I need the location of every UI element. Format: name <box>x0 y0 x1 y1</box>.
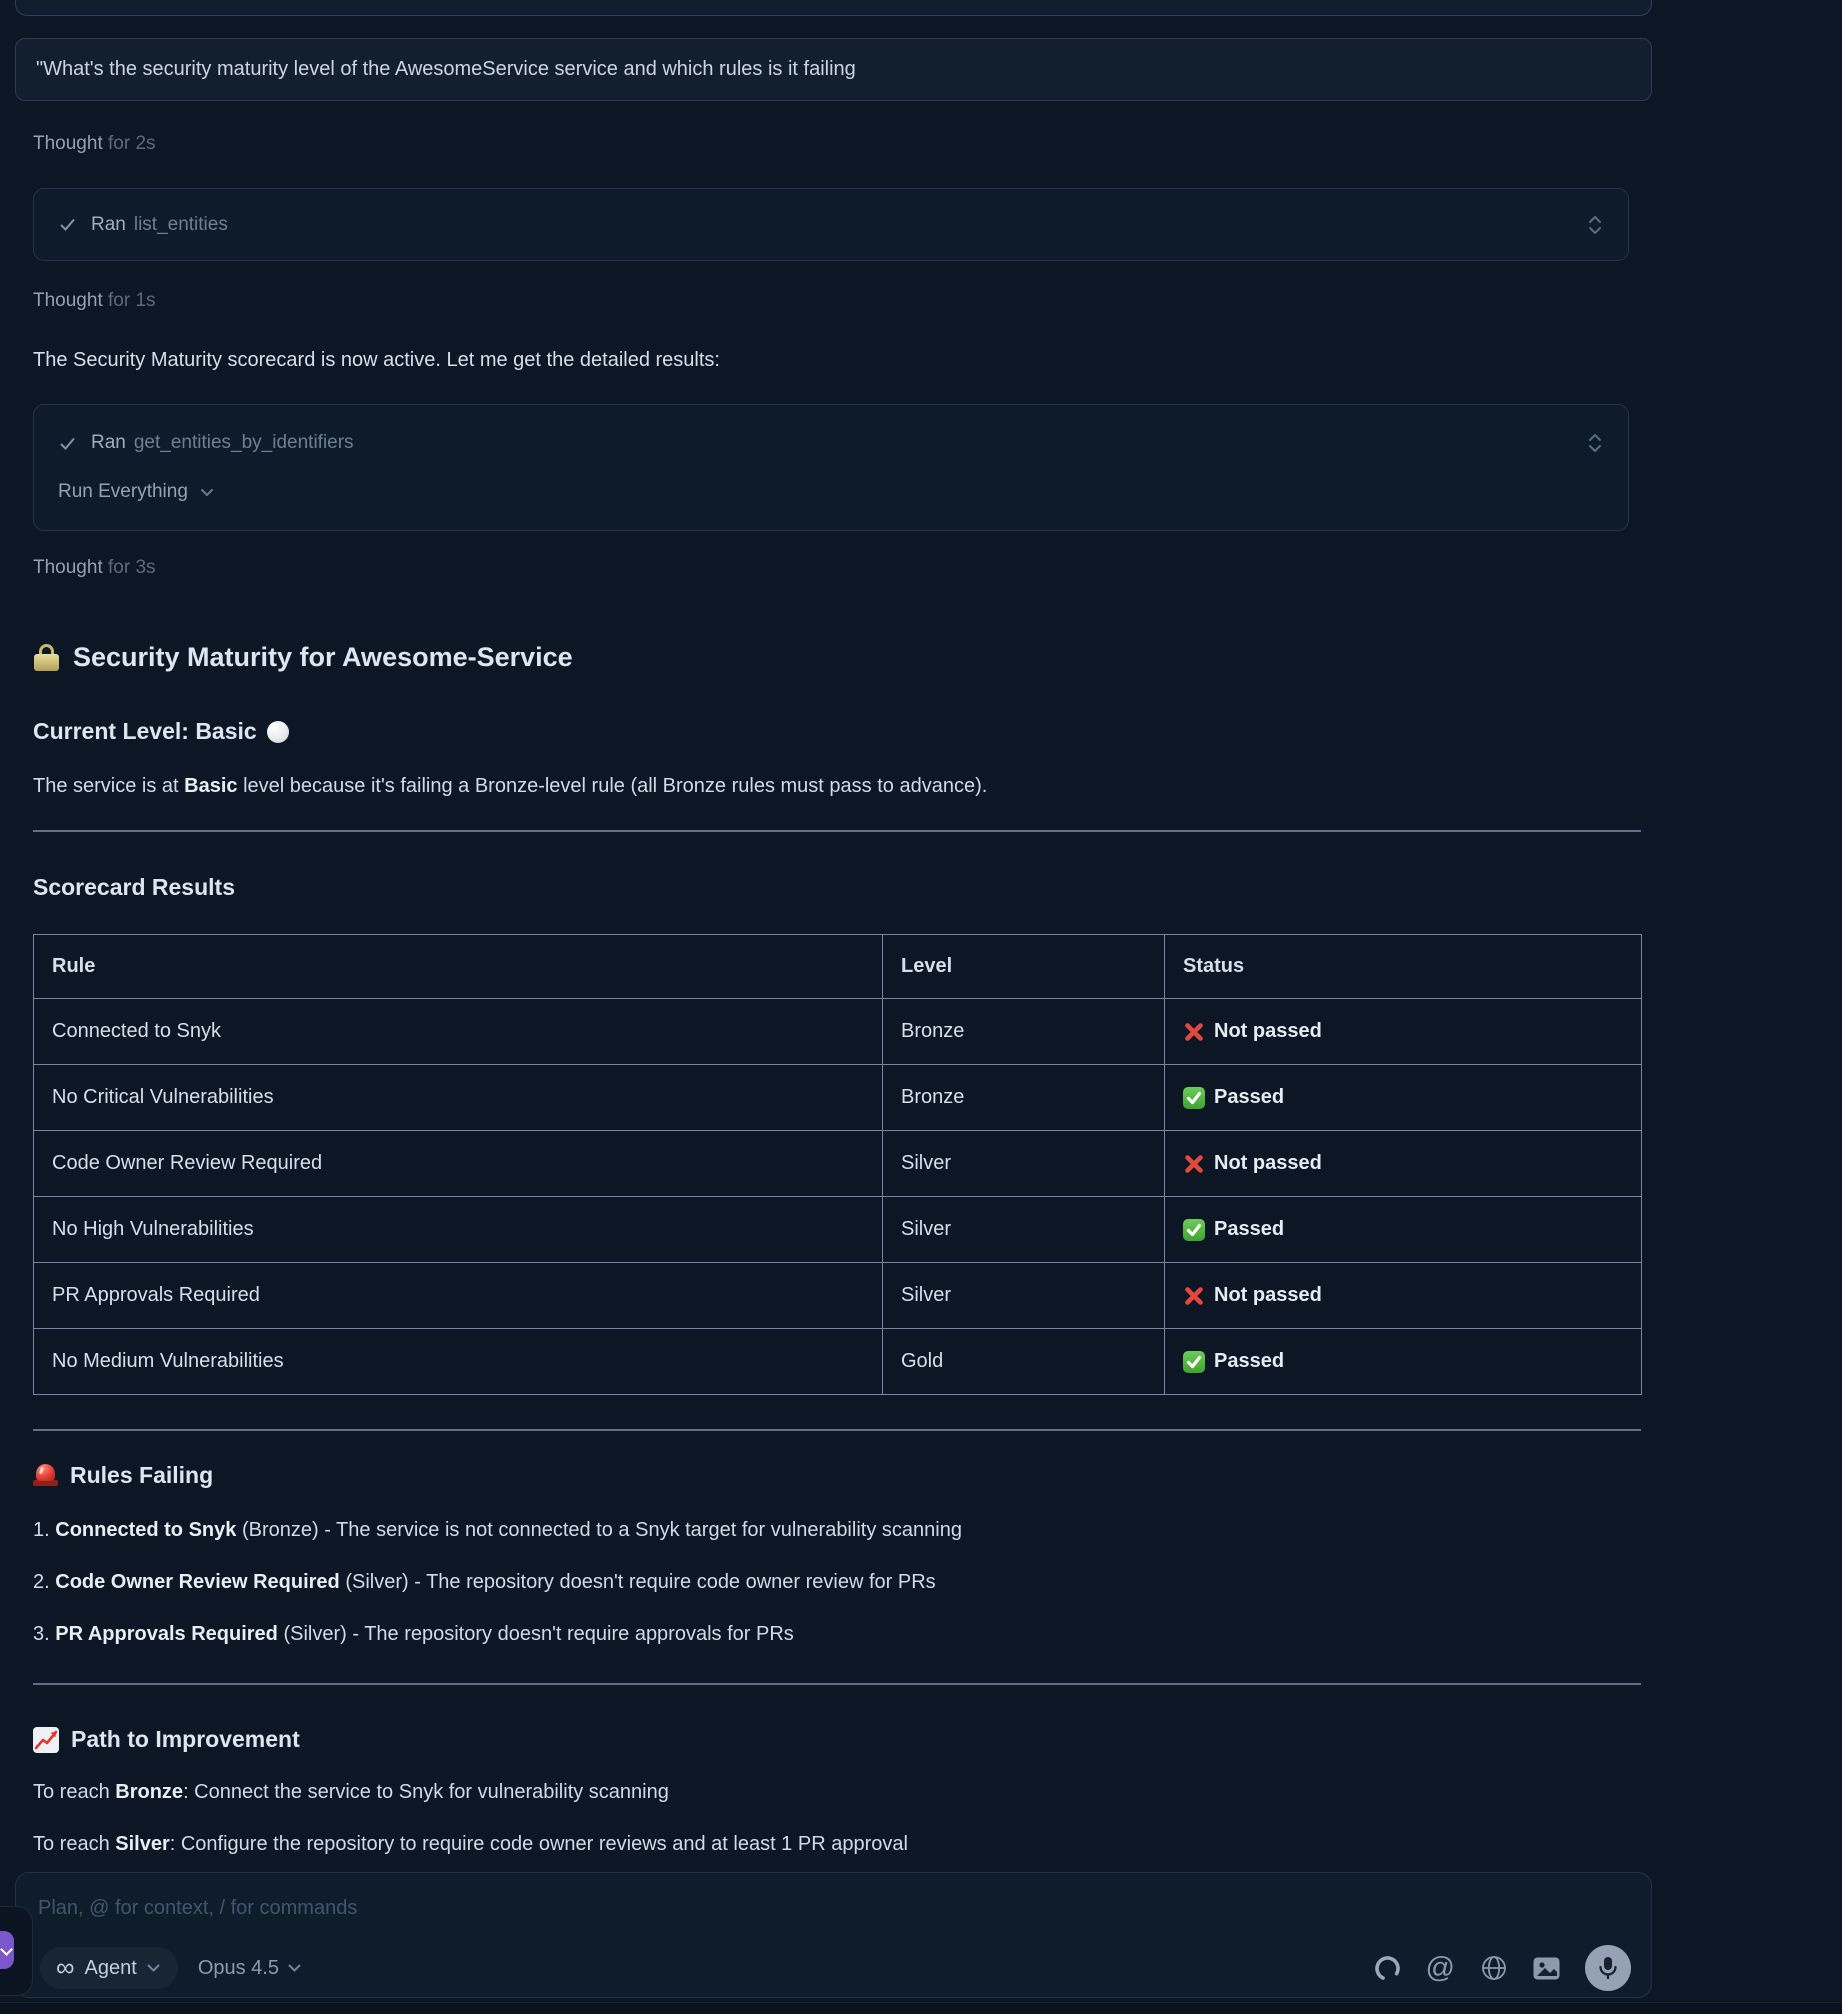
run-everything-dropdown[interactable] <box>58 474 1604 510</box>
chart-increasing-icon <box>33 1727 59 1753</box>
level-cell: Bronze <box>883 1065 1165 1131</box>
check-icon <box>0 1943 13 1956</box>
col-header-level: Level <box>883 935 1165 999</box>
rule-cell: No Medium Vulnerabilities <box>34 1329 883 1395</box>
spinner-icon <box>1374 1955 1401 1982</box>
check-icon <box>58 215 77 234</box>
thought-label: Thought <box>33 133 103 154</box>
thought-label: Thought <box>33 557 103 578</box>
thought-line-2[interactable] <box>33 290 156 312</box>
divider <box>33 830 1641 832</box>
path-item: To reach Bronze: Connect the service to Snyk for vulnerability scanning <box>33 1781 669 1803</box>
table-row <box>34 1263 1642 1329</box>
chevron-expand-icon[interactable] <box>1586 213 1604 237</box>
infinity-icon: ∞ <box>56 1951 75 1982</box>
chevron-down-icon <box>288 1964 301 1972</box>
thought-line-1[interactable] <box>33 133 156 155</box>
level-cell: Silver <box>883 1131 1165 1197</box>
green-check-icon <box>1183 1351 1205 1373</box>
previous-message-box <box>15 0 1652 16</box>
level-note: The service is at Basic level because it's failing a Bronze-level rule (all Bronze rules must pass to advance). <box>33 775 988 797</box>
rule-cell: No Critical Vulnerabilities <box>34 1065 883 1131</box>
cross-mark-icon <box>1183 1021 1205 1043</box>
level-cell: Silver <box>883 1263 1165 1329</box>
table-row <box>34 1329 1642 1395</box>
chevron-down-icon <box>147 1964 160 1972</box>
path-to-improvement-heading <box>33 1726 300 1753</box>
run-everything-label: Run Everything <box>58 481 188 502</box>
tool-ran-label: Ran <box>91 213 126 235</box>
scorecard-heading: Scorecard Results <box>33 874 235 900</box>
globe-icon[interactable] <box>1480 1954 1508 1982</box>
heading-text: Path to Improvement <box>71 1726 300 1752</box>
composer-placeholder: Plan, @ for context, / for commands <box>38 1897 358 1919</box>
tool-call-get-entities[interactable] <box>33 404 1629 531</box>
tool-function-name: list_entities <box>133 213 228 235</box>
tool-ran-label: Ran <box>91 432 126 453</box>
table-row <box>34 1131 1642 1197</box>
level-cell: Silver <box>883 1197 1165 1263</box>
status-cell <box>1165 1263 1642 1329</box>
rule-cell: Connected to Snyk <box>34 999 883 1065</box>
status-text: Not passed <box>1214 1284 1322 1306</box>
failing-rule-item: 2. Code Owner Review Required (Silver) - The repository doesn't require code owner review for PRs <box>33 1571 936 1593</box>
divider <box>33 1683 1641 1685</box>
table-row <box>34 1197 1642 1263</box>
current-level-text: Current Level: Basic <box>33 718 257 744</box>
rules-failing-heading <box>33 1462 213 1489</box>
microphone-icon[interactable] <box>1585 1945 1631 1991</box>
table-row <box>34 1065 1642 1131</box>
status-cell <box>1165 1065 1642 1131</box>
table-row <box>34 999 1642 1065</box>
failing-rule-item: 3. PR Approvals Required (Silver) - The repository doesn't require approvals for PRs <box>33 1623 794 1645</box>
white-circle-icon <box>267 721 289 743</box>
model-label: Opus 4.5 <box>197 1956 279 1979</box>
lock-icon <box>33 644 60 671</box>
assistant-text: The Security Maturity scorecard is now active. Let me get the detailed results: <box>33 349 720 371</box>
thought-duration: for 3s <box>108 557 156 578</box>
current-level-heading <box>33 718 289 745</box>
thought-label: Thought <box>33 290 103 311</box>
col-header-status: Status <box>1165 935 1642 999</box>
divider <box>33 1429 1641 1431</box>
scorecard-table <box>33 934 1642 1395</box>
siren-icon <box>33 1463 58 1488</box>
table-header-row <box>34 935 1642 999</box>
col-header-rule: Rule <box>34 935 883 999</box>
heading-text: Rules Failing <box>70 1462 214 1488</box>
status-cell <box>1165 1197 1642 1263</box>
agent-mode-label: Agent <box>84 1956 137 1979</box>
failing-rule-item: 1. Connected to Snyk (Bronze) - The service is not connected to a Snyk target for vulnerability scanning <box>33 1519 962 1541</box>
user-message <box>15 38 1652 101</box>
thought-duration: for 1s <box>108 290 156 311</box>
tool-function-name: get_entities_by_identifiers <box>133 432 354 453</box>
path-item: To reach Silver: Configure the repository to require code owner reviews and at least 1 PR approval <box>33 1833 908 1855</box>
rule-cell: PR Approvals Required <box>34 1263 883 1329</box>
rule-cell: Code Owner Review Required <box>34 1131 883 1197</box>
status-text: Passed <box>1214 1350 1285 1372</box>
mention-icon[interactable]: @ <box>1425 1951 1455 1984</box>
window-bottom-strip <box>0 2002 1842 2014</box>
status-text: Passed <box>1214 1218 1285 1240</box>
level-cell: Bronze <box>883 999 1165 1065</box>
user-message-text: "What's the security maturity level of the AwesomeService service and which rules is it failing <box>36 58 856 80</box>
cross-mark-icon <box>1183 1285 1205 1307</box>
chevron-expand-icon[interactable] <box>1586 431 1604 455</box>
security-maturity-heading <box>33 642 573 673</box>
rule-cell: No High Vulnerabilities <box>34 1197 883 1263</box>
thought-line-3[interactable] <box>33 557 156 579</box>
status-cell <box>1165 1131 1642 1197</box>
thought-duration: for 2s <box>108 133 156 154</box>
status-text: Not passed <box>1214 1020 1322 1042</box>
status-cell <box>1165 1329 1642 1395</box>
check-icon <box>58 434 77 453</box>
notification-badge[interactable] <box>0 1931 14 1969</box>
tool-call-list-entities[interactable] <box>33 188 1629 261</box>
image-icon[interactable] <box>1533 1957 1560 1980</box>
chevron-down-icon <box>200 488 214 497</box>
status-text: Passed <box>1214 1086 1285 1108</box>
green-check-icon <box>1183 1219 1205 1241</box>
status-text: Not passed <box>1214 1152 1322 1174</box>
agent-mode-dropdown[interactable] <box>40 1947 178 1989</box>
level-cell: Gold <box>883 1329 1165 1395</box>
heading-text: Security Maturity for Awesome-Service <box>73 642 573 672</box>
green-check-icon <box>1183 1087 1205 1109</box>
cross-mark-icon <box>1183 1153 1205 1175</box>
status-cell <box>1165 999 1642 1065</box>
composer-input[interactable] <box>15 1872 1652 1998</box>
model-selector[interactable] <box>198 1957 301 1980</box>
composer-toolbar <box>40 1945 1631 1991</box>
